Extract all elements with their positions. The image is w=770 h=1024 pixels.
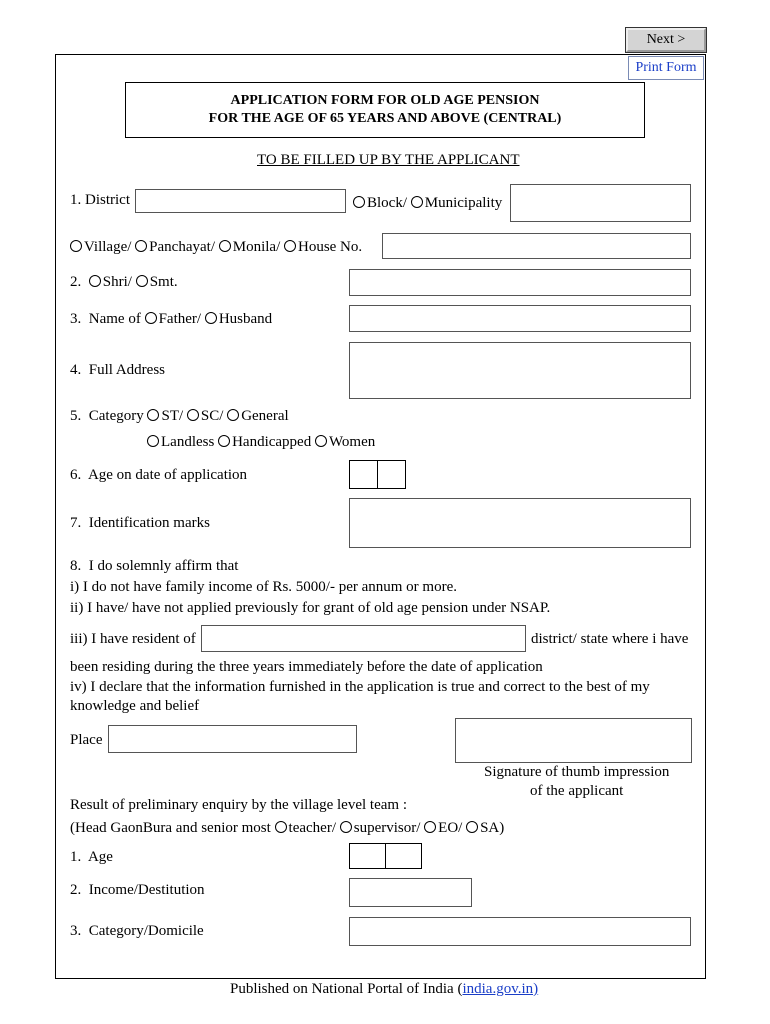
affirm-iii-prefix: iii) I have resident of — [70, 631, 196, 647]
age-digit-1-input[interactable] — [349, 460, 378, 489]
block-radio[interactable] — [353, 196, 365, 208]
supervisor-radio[interactable] — [340, 821, 352, 833]
next-button[interactable]: Next > — [626, 28, 706, 52]
monila-radio[interactable] — [219, 240, 231, 252]
panchayat-label: Panchayat/ — [149, 239, 215, 255]
q8-number: 8. — [70, 558, 82, 574]
supervisor-label: supervisor/ — [353, 820, 421, 836]
enquiry-prefix: (Head GaonBura and senior most — [70, 820, 271, 836]
resident-district-input[interactable] — [201, 625, 526, 652]
footer — [230, 981, 538, 998]
footer-link[interactable]: india.gov.in) — [462, 981, 539, 997]
q8-row — [70, 558, 238, 575]
handicapped-radio[interactable] — [218, 435, 230, 447]
applicant-name-input[interactable] — [349, 269, 691, 296]
name-of-label: Name of — [88, 311, 141, 327]
full-address-input[interactable] — [349, 342, 691, 399]
signature-label-line-1: Signature of thumb impression — [484, 764, 670, 780]
father-radio[interactable] — [145, 312, 157, 324]
affirm-iii-suffix: district/ state where i have — [531, 631, 689, 647]
landless-radio[interactable] — [147, 435, 159, 447]
q6-row — [70, 467, 247, 484]
age-label: Age on date of application — [87, 467, 248, 483]
general-radio[interactable] — [227, 409, 239, 421]
women-radio[interactable] — [315, 435, 327, 447]
signature-box[interactable] — [455, 718, 692, 763]
general-label: General — [241, 408, 289, 424]
result-age-row — [70, 849, 113, 866]
teacher-label: teacher/ — [288, 820, 336, 836]
income-destitution-input[interactable] — [349, 878, 472, 907]
house-no-radio[interactable] — [284, 240, 296, 252]
teacher-radio[interactable] — [275, 821, 287, 833]
place-input[interactable] — [108, 725, 357, 753]
identification-marks-input[interactable] — [349, 498, 691, 548]
affirm-label: I do solemnly affirm that — [88, 558, 239, 574]
q5-row2 — [147, 434, 375, 451]
category-domicile-label: Category/Domicile — [88, 923, 204, 939]
father-husband-name-input[interactable] — [349, 305, 691, 332]
municipality-radio[interactable] — [411, 196, 423, 208]
q1-label — [70, 192, 130, 209]
district-input[interactable] — [135, 189, 346, 213]
q5-number: 5. — [70, 408, 82, 424]
affirm-iii-continued: been residing during the three years immediately before the date of application — [70, 659, 543, 675]
husband-label: Husband — [218, 311, 273, 327]
block-label: Block/ — [367, 195, 407, 211]
handicapped-label: Handicapped — [232, 434, 312, 450]
q1-options — [353, 195, 502, 212]
house-no-label: House No. — [297, 239, 363, 255]
q3-number: 3. — [70, 311, 82, 327]
sa-label: SA) — [480, 820, 505, 836]
shri-radio[interactable] — [89, 275, 101, 287]
q5-row — [70, 408, 289, 425]
q2-row — [70, 274, 178, 291]
affirm-iv-line-1: iv) I declare that the information furnished in the application is true and correct to the best of my — [70, 679, 650, 695]
footer-text: Published on National Portal of India ( — [230, 981, 463, 997]
st-radio[interactable] — [147, 409, 159, 421]
full-address-label: Full Address — [88, 362, 166, 378]
village-radio[interactable] — [70, 240, 82, 252]
r2-number: 2. — [70, 882, 82, 898]
r3-number: 3. — [70, 923, 82, 939]
result-income-row — [70, 882, 205, 899]
husband-radio[interactable] — [205, 312, 217, 324]
village-label: Village/ — [84, 239, 132, 255]
result-age-digit-2-input[interactable] — [385, 843, 422, 869]
category-label: Category — [88, 408, 144, 424]
category-domicile-input[interactable] — [349, 917, 691, 946]
panchayat-radio[interactable] — [135, 240, 147, 252]
district-label: District — [85, 192, 130, 208]
q2-number: 2. — [70, 274, 82, 290]
q3-row — [70, 311, 272, 328]
smt-radio[interactable] — [136, 275, 148, 287]
q7-row — [70, 515, 210, 532]
monila-label: Monila/ — [232, 239, 281, 255]
affirm-iv-line-2: knowledge and belief — [70, 698, 200, 714]
municipality-label: Municipality — [424, 195, 503, 211]
print-form-button[interactable]: Print Form — [628, 56, 704, 80]
landless-label: Landless — [161, 434, 215, 450]
q7-number: 7. — [70, 515, 82, 531]
signature-label-line-2: of the applicant — [530, 783, 624, 799]
q4-row — [70, 362, 165, 379]
enquiry-team-row — [70, 820, 504, 837]
father-label: Father/ — [158, 311, 202, 327]
form-title — [125, 82, 645, 138]
eo-label: EO/ — [438, 820, 463, 836]
age-digit-2-input[interactable] — [377, 460, 406, 489]
women-label: Women — [328, 434, 376, 450]
result-age-label: Age — [87, 849, 113, 865]
result-age-digit-1-input[interactable] — [349, 843, 386, 869]
q4-number: 4. — [70, 362, 82, 378]
q1b-options — [70, 239, 362, 256]
affirm-ii: ii) I have/ have not applied previously for grant of old age pension under NSAP. — [70, 600, 551, 616]
shri-label: Shri/ — [102, 274, 132, 290]
q6-number: 6. — [70, 467, 82, 483]
title-line-2: FOR THE AGE OF 65 YEARS AND ABOVE (CENTRAL) — [208, 111, 562, 126]
q1-number: 1. — [70, 192, 82, 208]
sc-radio[interactable] — [187, 409, 199, 421]
sc-label: SC/ — [200, 408, 224, 424]
st-label: ST/ — [161, 408, 184, 424]
identification-marks-label: Identification marks — [88, 515, 210, 531]
place-label: Place — [70, 732, 103, 748]
sa-radio[interactable] — [466, 821, 478, 833]
affirm-i: i) I do not have family income of Rs. 5000/- per annum or more. — [70, 579, 457, 595]
r1-number: 1. — [70, 849, 82, 865]
enquiry-heading: Result of preliminary enquiry by the village level team : — [70, 797, 407, 813]
title-line-1: APPLICATION FORM FOR OLD AGE PENSION — [230, 93, 540, 108]
house-no-input[interactable] — [382, 233, 691, 259]
income-destitution-label: Income/Destitution — [88, 882, 205, 898]
eo-radio[interactable] — [424, 821, 436, 833]
smt-label: Smt. — [149, 274, 178, 290]
block-municipality-input[interactable] — [510, 184, 691, 222]
result-category-row — [70, 923, 204, 940]
form-subtitle: TO BE FILLED UP BY THE APPLICANT — [257, 152, 520, 168]
